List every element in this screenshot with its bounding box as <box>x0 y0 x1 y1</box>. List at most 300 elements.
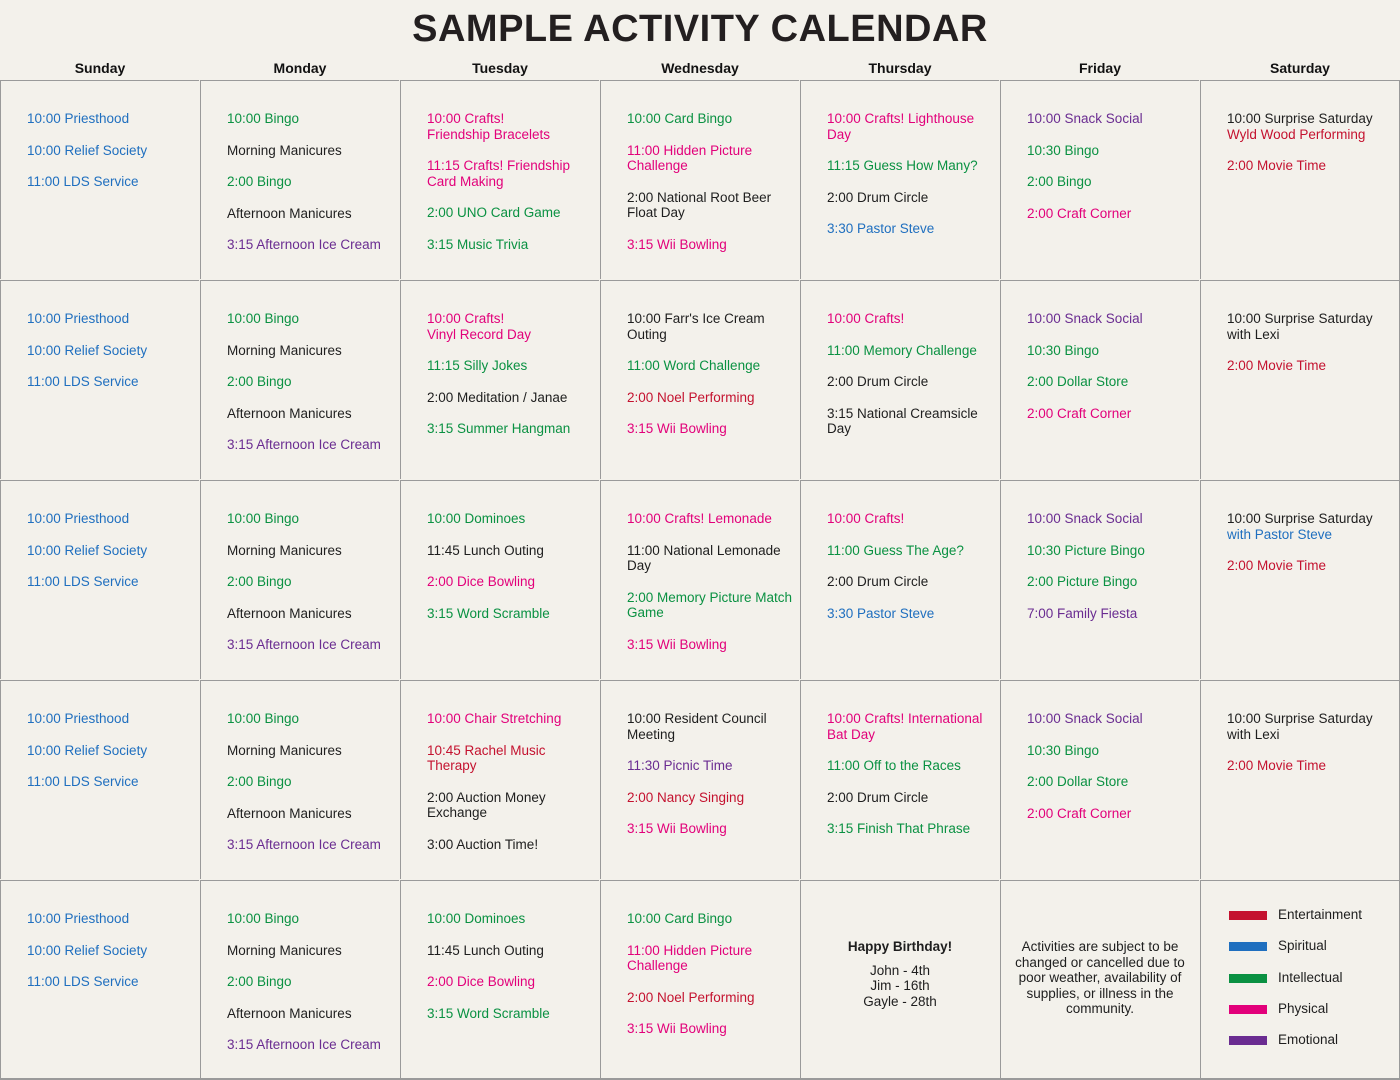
activity-text: 10:00 Crafts! <box>827 511 905 526</box>
day-cell-thursday-week-2 <box>800 280 999 479</box>
activity-text: 10:00 Priesthood <box>27 511 130 526</box>
activity-entry <box>1027 806 1193 822</box>
activity-text: 3:30 Pastor Steve <box>827 221 935 236</box>
day-header-wednesday: Wednesday <box>661 60 739 76</box>
activity-entry <box>227 174 393 190</box>
activity-entry <box>827 711 993 742</box>
activity-entry <box>227 1037 393 1053</box>
activity-text: 10:00 Bingo <box>227 511 300 526</box>
activity-text: 2:00 Dice Bowling <box>427 574 536 589</box>
activity-entry <box>627 711 793 742</box>
legend-label: Physical <box>1278 1000 1329 1016</box>
activity-entry <box>627 821 793 837</box>
day-cell-thursday-week-4 <box>800 680 999 879</box>
day-cell-tuesday-week-1 <box>400 80 599 279</box>
activity-text: 11:45 Lunch Outing <box>427 942 544 958</box>
activity-entry <box>1027 711 1193 727</box>
activity-text: 2:00 Bingo <box>1027 174 1092 189</box>
day-cell-saturday-week-5 <box>1200 880 1399 1079</box>
activity-entry <box>627 790 793 806</box>
activity-entry <box>227 806 393 822</box>
activity-text: 2:00 Auction Money Exchange <box>427 789 546 820</box>
activity-entry <box>227 743 393 759</box>
activity-entry <box>827 574 993 590</box>
activity-entry <box>827 758 993 774</box>
activity-entry <box>227 637 393 653</box>
activity-entry <box>1027 174 1193 190</box>
activity-entry <box>627 421 793 437</box>
activity-text: 2:00 Bingo <box>227 174 292 189</box>
activity-subtext: with Pastor Steve <box>1227 526 1333 542</box>
activity-text: 10:30 Picture Bingo <box>1027 542 1145 558</box>
activity-entry <box>627 543 793 574</box>
activity-text: Afternoon Manicures <box>227 605 352 621</box>
activity-entry <box>27 543 193 559</box>
activity-text: 11:00 National Lemonade Day <box>627 542 781 573</box>
activity-text: 10:00 Dominoes <box>427 511 526 526</box>
legend-swatch <box>1229 911 1267 920</box>
activity-text: 3:15 Music Trivia <box>427 236 529 252</box>
activity-text: 10:00 Snack Social <box>1027 511 1143 526</box>
activity-entry <box>227 974 393 990</box>
activity-entry <box>427 237 593 253</box>
activity-text: 2:00 Movie Time <box>1227 558 1327 573</box>
day-cell-friday-week-1 <box>1000 80 1199 279</box>
activity-entry <box>427 111 593 142</box>
activity-entry <box>427 790 593 821</box>
activity-text: 2:00 Drum Circle <box>827 574 929 589</box>
activity-text: 10:00 Crafts! International Bat Day <box>827 711 983 742</box>
activity-entry <box>1027 543 1193 559</box>
activity-text: 10:00 Surprise Saturday with Lexi <box>1227 311 1373 342</box>
activity-entry <box>827 158 993 174</box>
activity-text: 10:00 Bingo <box>227 111 300 126</box>
activity-text: 10:00 Crafts! Friendship Bracelets <box>427 111 551 142</box>
activity-text: 10:45 Rachel Music Therapy <box>427 742 546 773</box>
activity-text: 10:00 Card Bingo <box>627 911 733 926</box>
activity-text: 3:15 Afternoon Ice Cream <box>227 437 381 452</box>
activity-entry <box>27 574 193 590</box>
activity-entry <box>1227 111 1393 142</box>
calendar-grid <box>0 80 1400 1080</box>
day-cell-sunday-week-5 <box>0 880 199 1079</box>
birthday-name: John - 4th <box>869 962 931 978</box>
activity-text: Morning Manicures <box>227 142 342 158</box>
activity-text: 2:00 Bingo <box>227 374 292 389</box>
activity-entry <box>227 406 393 422</box>
day-cell-friday-week-2 <box>1000 280 1199 479</box>
activity-entry <box>827 374 993 390</box>
day-cell-monday-week-5 <box>200 880 399 1079</box>
activity-entry <box>627 143 793 174</box>
grid-bottom-border <box>0 1078 1400 1080</box>
activity-text: 11:00 Guess The Age? <box>827 542 964 558</box>
birthday-name: Jim - 16th <box>870 978 930 993</box>
activity-text: 2:00 UNO Card Game <box>427 205 561 220</box>
activity-text: 10:00 Relief Society <box>27 342 148 358</box>
activity-text: 10:00 Priesthood <box>27 111 130 126</box>
activity-entry <box>627 590 793 621</box>
activity-text: 7:00 Family Fiesta <box>1027 605 1138 621</box>
activity-text: 10:00 Snack Social <box>1027 311 1143 326</box>
activity-entry <box>1227 511 1393 542</box>
day-header-friday: Friday <box>1078 60 1121 76</box>
activity-entry <box>427 711 593 727</box>
activity-text: 10:00 Crafts! Vinyl Record Day <box>427 311 532 342</box>
activity-entry <box>227 837 393 853</box>
activity-text: 3:30 Pastor Steve <box>827 605 935 621</box>
day-cell-wednesday-week-3 <box>600 480 799 679</box>
activity-text: 3:15 National Creamsicle Day <box>827 405 978 436</box>
activity-text: 2:00 Meditation / Janae <box>427 389 568 405</box>
activity-entry <box>1027 143 1193 159</box>
activity-entry <box>27 743 193 759</box>
day-cell-monday-week-4 <box>200 680 399 879</box>
activity-entry <box>27 174 193 190</box>
activity-entry <box>827 343 993 359</box>
activity-entry <box>627 358 793 374</box>
day-cell-sunday-week-2 <box>0 280 199 479</box>
day-header-saturday: Saturday <box>1270 60 1330 76</box>
activity-entry <box>427 606 593 622</box>
activity-entry <box>227 774 393 790</box>
day-header-monday: Monday <box>273 60 327 76</box>
activity-text: 2:00 Dice Bowling <box>427 974 536 989</box>
activity-entry <box>627 237 793 253</box>
activity-subtext: Wyld Wood Performing <box>1227 126 1366 142</box>
activity-entry <box>827 511 993 527</box>
day-cell-tuesday-week-2 <box>400 280 599 479</box>
activity-entry <box>27 711 193 727</box>
activity-text: Morning Manicures <box>227 742 342 758</box>
activity-text: 11:30 Picnic Time <box>627 758 733 773</box>
activity-text: 10:30 Bingo <box>1027 342 1100 358</box>
activity-entry <box>627 190 793 221</box>
activity-text: 11:00 LDS Service <box>27 774 139 789</box>
activity-text: 10:00 Snack Social <box>1027 711 1143 726</box>
legend-swatch <box>1229 1036 1267 1045</box>
day-header-sunday: Sunday <box>74 60 126 76</box>
activity-entry <box>227 206 393 222</box>
activity-entry <box>227 143 393 159</box>
activity-entry <box>827 543 993 559</box>
activity-entry <box>27 911 193 927</box>
activity-entry <box>827 606 993 622</box>
day-header-thursday: Thursday <box>868 60 932 76</box>
activity-entry <box>227 711 393 727</box>
activity-entry <box>27 943 193 959</box>
activity-text: 2:00 Drum Circle <box>827 189 929 205</box>
activity-entry <box>227 943 393 959</box>
activity-text: 2:00 Movie Time <box>1227 158 1327 173</box>
activity-text: 10:00 Surprise Saturday with Lexi <box>1227 711 1373 742</box>
legend-label: Entertainment <box>1278 907 1363 922</box>
activity-text: 10:00 Chair Stretching <box>427 711 562 726</box>
activity-text: 10:00 Bingo <box>227 711 300 726</box>
activity-text: 2:00 National Root Beer Float Day <box>627 189 772 220</box>
activity-entry <box>627 390 793 406</box>
activity-entry <box>1027 511 1193 527</box>
activity-entry <box>227 111 393 127</box>
activity-text: 3:15 Wii Bowling <box>627 821 727 836</box>
day-cell-friday-week-3 <box>1000 480 1199 679</box>
activity-entry <box>1027 374 1193 390</box>
day-cell-friday-week-5 <box>1000 880 1199 1079</box>
activity-entry <box>27 343 193 359</box>
activity-text: 3:15 Wii Bowling <box>627 421 727 436</box>
activity-text: 10:00 Relief Society <box>27 942 148 958</box>
activity-entry <box>427 911 593 927</box>
day-cell-thursday-week-3 <box>800 480 999 679</box>
day-cell-tuesday-week-3 <box>400 480 599 679</box>
activity-entry <box>627 111 793 127</box>
activity-text: 10:00 Priesthood <box>27 911 130 926</box>
day-cell-wednesday-week-5 <box>600 880 799 1079</box>
legend-label: Spiritual <box>1278 938 1327 954</box>
activity-text: 2:00 Drum Circle <box>827 789 929 805</box>
activity-entry <box>227 237 393 253</box>
activity-text: Morning Manicures <box>227 542 342 558</box>
day-cell-sunday-week-1 <box>0 80 199 279</box>
day-cell-tuesday-week-5 <box>400 880 599 1079</box>
day-cell-thursday-week-5 <box>800 880 999 1079</box>
activity-text: 3:15 Word Scramble <box>427 1005 550 1021</box>
activity-text: 3:15 Afternoon Ice Cream <box>227 237 381 252</box>
activity-text: 10:00 Surprise Saturday <box>1227 511 1373 526</box>
activity-entry <box>627 637 793 653</box>
activity-entry <box>427 358 593 374</box>
day-cell-monday-week-3 <box>200 480 399 679</box>
activity-entry <box>627 311 793 342</box>
activity-entry <box>427 158 593 189</box>
activity-entry <box>827 311 993 327</box>
activity-text: 10:00 Bingo <box>227 911 300 926</box>
activity-text: 3:15 Wii Bowling <box>627 1021 727 1036</box>
activity-entry <box>827 111 993 142</box>
activity-text: 2:00 Dollar Store <box>1027 774 1129 789</box>
activity-entry <box>427 543 593 559</box>
activity-text: 10:00 Crafts! <box>827 311 905 326</box>
activity-text: 3:15 Word Scramble <box>427 605 550 621</box>
schedule-notice: Activities are subject to be changed or cancelled due to poor weather, availability of supplies, or illness in the community. <box>1015 939 1185 1016</box>
activity-text: 11:00 Memory Challenge <box>827 342 977 358</box>
activity-text: 3:15 Summer Hangman <box>427 421 571 436</box>
activity-entry <box>227 1006 393 1022</box>
activity-text: 2:00 Dollar Store <box>1027 374 1129 389</box>
activity-text: 2:00 Picture Bingo <box>1027 574 1138 589</box>
activity-text: Afternoon Manicures <box>227 405 352 421</box>
day-cell-saturday-week-1 <box>1200 80 1399 279</box>
activity-entry <box>1027 606 1193 622</box>
activity-entry <box>1027 311 1193 327</box>
activity-entry <box>27 511 193 527</box>
day-cell-tuesday-week-4 <box>400 680 599 879</box>
activity-text: Morning Manicures <box>227 942 342 958</box>
activity-text: 10:00 Relief Society <box>27 142 148 158</box>
activity-entry <box>627 758 793 774</box>
activity-text: 2:00 Movie Time <box>1227 758 1327 773</box>
activity-text: 10:00 Priesthood <box>27 711 130 726</box>
activity-entry <box>27 974 193 990</box>
activity-entry <box>427 205 593 221</box>
activity-entry <box>27 774 193 790</box>
activity-entry <box>1227 711 1393 742</box>
birthday-name: Gayle - 28th <box>863 993 937 1009</box>
activity-text: 3:15 Afternoon Ice Cream <box>227 1037 381 1052</box>
activity-entry <box>427 421 593 437</box>
activity-entry <box>1027 111 1193 127</box>
activity-entry <box>1027 206 1193 222</box>
day-cell-monday-week-1 <box>200 80 399 279</box>
activity-text: 10:30 Bingo <box>1027 142 1100 158</box>
day-cell-thursday-week-1 <box>800 80 999 279</box>
activity-text: 2:00 Drum Circle <box>827 374 929 389</box>
activity-text: 3:15 Wii Bowling <box>627 636 727 652</box>
day-cell-wednesday-week-4 <box>600 680 799 879</box>
activity-text: 11:00 LDS Service <box>27 174 139 189</box>
activity-entry <box>1227 758 1393 774</box>
activity-text: 10:00 Crafts! Lighthouse Day <box>827 111 975 142</box>
activity-text: 10:00 Resident Council Meeting <box>627 711 767 742</box>
activity-entry <box>1227 358 1393 374</box>
activity-text: 2:00 Craft Corner <box>1027 405 1132 421</box>
activity-entry <box>1027 343 1193 359</box>
activity-text: 10:00 Relief Society <box>27 742 148 758</box>
activity-text: Afternoon Manicures <box>227 1005 352 1021</box>
activity-text: 2:00 Noel Performing <box>627 989 755 1005</box>
activity-entry <box>827 190 993 206</box>
activity-entry <box>827 821 993 837</box>
activity-text: 3:15 Finish That Phrase <box>827 821 971 836</box>
activity-entry <box>427 1006 593 1022</box>
legend-label: Intellectual <box>1278 969 1343 985</box>
activity-entry <box>827 221 993 237</box>
activity-text: Afternoon Manicures <box>227 805 352 821</box>
activity-text: 11:00 Hidden Picture Challenge <box>627 142 753 173</box>
calendar-title: SAMPLE ACTIVITY CALENDAR <box>412 8 988 50</box>
activity-text: 10:00 Farr's Ice Cream Outing <box>627 311 765 342</box>
activity-entry <box>427 943 593 959</box>
activity-text: 11:15 Crafts! Friendship Card Making <box>427 158 571 189</box>
activity-text: 3:15 Afternoon Ice Cream <box>227 837 381 852</box>
activity-text: 2:00 Nancy Singing <box>627 789 745 805</box>
day-cell-sunday-week-3 <box>0 480 199 679</box>
activity-entry <box>427 574 593 590</box>
activity-entry <box>27 374 193 390</box>
activity-entry <box>1027 743 1193 759</box>
activity-entry <box>627 990 793 1006</box>
activity-text: 10:30 Bingo <box>1027 742 1100 758</box>
legend-swatch <box>1229 974 1267 983</box>
activity-text: 3:00 Auction Time! <box>427 836 539 852</box>
activity-entry <box>627 1021 793 1037</box>
activity-text: 11:00 LDS Service <box>27 574 139 589</box>
activity-text: 10:00 Surprise Saturday <box>1227 111 1373 126</box>
activity-text: 2:00 Craft Corner <box>1027 805 1132 821</box>
activity-text: 11:45 Lunch Outing <box>427 542 544 558</box>
activity-text: 10:00 Crafts! Lemonade <box>627 511 772 526</box>
activity-entry <box>627 943 793 974</box>
activity-text: 10:00 Snack Social <box>1027 111 1143 126</box>
activity-entry <box>227 343 393 359</box>
day-cell-saturday-week-3 <box>1200 480 1399 679</box>
activity-text: Morning Manicures <box>227 342 342 358</box>
activity-entry <box>27 111 193 127</box>
activity-text: 2:00 Memory Picture Match Game <box>627 589 793 620</box>
activity-entry <box>427 743 593 774</box>
activity-entry <box>627 911 793 927</box>
activity-text: 2:00 Bingo <box>227 574 292 589</box>
activity-entry <box>1227 558 1393 574</box>
activity-entry <box>827 406 993 437</box>
activity-entry <box>427 837 593 853</box>
day-header-row <box>0 60 1400 80</box>
day-header-tuesday: Tuesday <box>472 60 528 76</box>
activity-entry <box>227 311 393 327</box>
activity-entry <box>627 511 793 527</box>
activity-text: 10:00 Relief Society <box>27 542 148 558</box>
activity-entry <box>427 511 593 527</box>
activity-text: 10:00 Bingo <box>227 311 300 326</box>
legend-swatch <box>1229 1005 1267 1014</box>
activity-text: 11:00 Off to the Races <box>827 758 961 773</box>
legend-label: Emotional <box>1278 1032 1339 1048</box>
day-cell-monday-week-2 <box>200 280 399 479</box>
day-cell-wednesday-week-2 <box>600 280 799 479</box>
activity-entry <box>827 790 993 806</box>
activity-text: 2:00 Bingo <box>227 974 292 989</box>
activity-text: Afternoon Manicures <box>227 205 352 221</box>
activity-text: 10:00 Priesthood <box>27 311 130 326</box>
activity-text: 11:15 Silly Jokes <box>427 358 528 373</box>
day-cell-friday-week-4 <box>1000 680 1199 879</box>
activity-text: 11:00 Hidden Picture Challenge <box>627 942 753 973</box>
activity-entry <box>227 437 393 453</box>
day-cell-saturday-week-2 <box>1200 280 1399 479</box>
activity-text: 10:00 Dominoes <box>427 911 526 926</box>
activity-entry <box>27 143 193 159</box>
activity-text: 11:00 LDS Service <box>27 974 139 989</box>
activity-entry <box>227 543 393 559</box>
activity-text: 3:15 Wii Bowling <box>627 236 727 252</box>
activity-text: 2:00 Craft Corner <box>1027 205 1132 221</box>
activity-text: 3:15 Afternoon Ice Cream <box>227 637 381 652</box>
activity-entry <box>1227 158 1393 174</box>
legend-swatch <box>1229 942 1267 951</box>
activity-entry <box>427 311 593 342</box>
activity-text: 2:00 Movie Time <box>1227 358 1327 373</box>
day-cell-saturday-week-4 <box>1200 680 1399 879</box>
activity-entry <box>1027 574 1193 590</box>
birthday-title: Happy Birthday! <box>847 939 953 954</box>
activity-entry <box>227 511 393 527</box>
activity-entry <box>427 390 593 406</box>
activity-entry <box>1227 311 1393 342</box>
birthday-box <box>807 939 993 1009</box>
activity-entry <box>227 911 393 927</box>
activity-text: 10:00 Card Bingo <box>627 111 733 126</box>
day-cell-wednesday-week-1 <box>600 80 799 279</box>
activity-entry <box>227 606 393 622</box>
activity-text: 11:00 Word Challenge <box>627 358 761 373</box>
activity-entry <box>27 311 193 327</box>
activity-entry <box>227 574 393 590</box>
activity-text: 11:15 Guess How Many? <box>827 158 978 173</box>
day-cell-sunday-week-4 <box>0 680 199 879</box>
activity-entry <box>1027 406 1193 422</box>
activity-entry <box>1027 774 1193 790</box>
activity-entry <box>427 974 593 990</box>
